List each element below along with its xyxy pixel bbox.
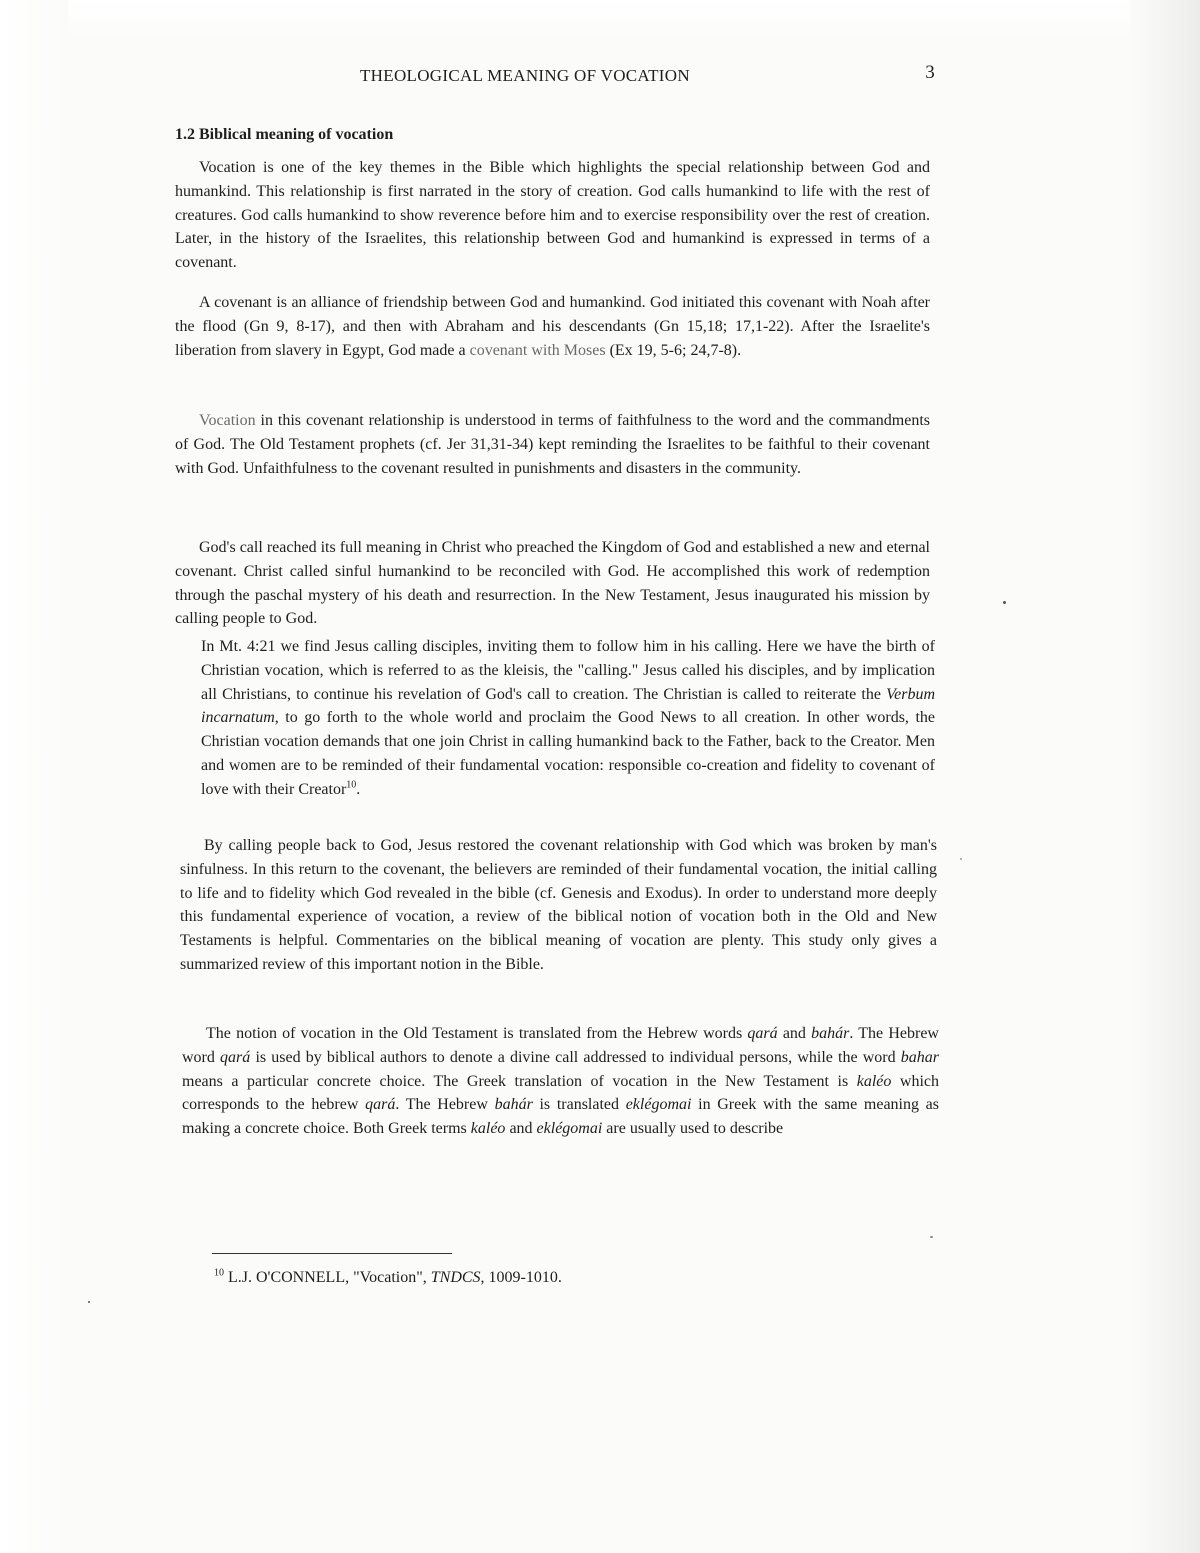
paragraph-6: By calling people back to God, Jesus restored the covenant relationship with God which was broken by man's sinfulness. In this return to the covenant, the believers are reminded of their fundamental vocation, the initial calling to life and to fidelity which God revealed in the bible (cf. Genesis and Exodus). In order to understand more deeply this fundamental experience of vocation, a review of the biblical notion of vocation both in the Old and New Testaments is helpful. Commentaries on the biblical meaning of vocation are plenty. This study only gives a summarized review of this important notion in the Bible. xyxy=(180,837,937,973)
p7-text-8: is translated xyxy=(532,1096,626,1114)
paragraph-1: Vocation is one of the key themes in the Bible which highlights the special relationship between God and humankind. This relationship is first narrated in the story of creation. God calls humankind to life with the rest of creatures. God calls humankind to show reverence before him and to exercise responsibility over the rest of creation. Later, in the history of the Israelites, this relationship between God and humankind is expressed in terms of a covenant. xyxy=(175,159,930,272)
page-number: 3 xyxy=(925,62,935,83)
p7-term-4: bahar xyxy=(900,1048,939,1066)
footnote-work: TNDCS xyxy=(430,1269,481,1286)
p7-text-1: The notion of vocation in the Old Testament is translated from the Hebrew words xyxy=(206,1025,748,1042)
footnote xyxy=(214,1269,562,1287)
paragraph-3-faint: Vocation xyxy=(199,412,256,429)
p7-term-9: kaléo xyxy=(470,1120,506,1138)
p7-term-6: qará xyxy=(365,1096,396,1114)
p7-text-5: means a particular concrete choice. The Greek translation of vocation in the New Testament is xyxy=(182,1072,857,1090)
paragraph-2-end: (Ex 19, 5-6; 24,7-8). xyxy=(605,341,742,359)
p7-term-2: bahár xyxy=(811,1025,850,1042)
paragraph-2 xyxy=(175,291,930,362)
p7-term-1: qará xyxy=(747,1025,778,1042)
scan-edge-top xyxy=(0,0,1200,38)
footnote-reference: 10 xyxy=(346,779,357,791)
paragraph-3-rest: in this covenant relationship is understood in terms of faithfulness to the word and the commandments of God. The Old Testament prophets (cf. Jer 31,31-34) kept reminding the Israelites to be faithful to their covenant with God. Unfaithfulness to the covenant resulted in punishments and disasters in the community. xyxy=(175,412,930,477)
scan-edge-right xyxy=(1130,0,1200,1553)
p7-text-4: is used by biblical authors to denote a divine call addressed to individual persons, while the word xyxy=(250,1048,901,1066)
p7-term-10: eklégomai xyxy=(536,1120,603,1138)
footnote-rule xyxy=(212,1253,452,1254)
footnote-pages: , 1009-1010. xyxy=(480,1269,562,1286)
footnote-number: 10 xyxy=(214,1267,224,1279)
paragraph-2-main: A covenant is an alliance of friendship between God and humankind. God initiated this covenant with Noah after the flood (Gn 9, 8-17), and then with Abraham and his descendants (Gn 15,18; 17,1-22). After the Israelite's liberation from slavery in Egypt, God made a xyxy=(175,294,930,359)
paragraph-3 xyxy=(175,409,930,480)
scan-speck xyxy=(960,858,962,860)
p7-text-6: which corresponds to the hebrew xyxy=(182,1072,939,1114)
scan-speck xyxy=(1003,601,1006,604)
paragraph-5-a: In Mt. 4:21 we find Jesus calling disciples, inviting them to follow him in his calling. Here we have the birth of Christian vocation, which is referred to as the kleisis, the "calling." Jesus called his disciples, and by implication all Christians, to continue his revelation of God's call to creation. The Christian is called to reiterate the xyxy=(201,638,935,703)
paragraph-5 xyxy=(201,635,935,802)
scan-speck xyxy=(88,1301,90,1303)
verbum-incarnatum: Verbum incarnatum xyxy=(201,685,935,727)
p7-term-7: bahár xyxy=(494,1096,533,1114)
footnote-author: L.J. O'CONNELL, "Vocation", xyxy=(224,1269,431,1286)
running-title: THEOLOGICAL MEANING OF VOCATION xyxy=(360,66,690,85)
paragraph-5-b: , to go forth to the whole world and proclaim the Good News to all creation. In other words, the Christian vocation demands that one join Christ in calling humankind back to the Father, back to the Creator. Men and women are to be reminded of their fundamental vocation: responsible co-creation and fidelity to covenant of love with their Creator xyxy=(201,709,935,798)
p7-term-8: eklégomai xyxy=(625,1096,692,1114)
p7-term-5: kaléo xyxy=(856,1072,892,1090)
paragraph-4: God's call reached its full meaning in Christ who preached the Kingdom of God and established a new and eternal covenant. Christ called sinful humankind to be reconciled with God. He accomplished this work of redemption through the paschal mystery of his death and resurrection. In the New Testament, Jesus inaugurated his mission by calling people to God. xyxy=(175,539,930,628)
paragraph-5-c: . xyxy=(356,780,361,798)
paragraph-2-faint: covenant with Moses xyxy=(469,341,606,359)
scan-speck xyxy=(930,1236,933,1238)
p7-text-7: . The Hebrew xyxy=(395,1096,495,1114)
section-heading: 1.2 Biblical meaning of vocation xyxy=(175,126,394,143)
scan-edge-left xyxy=(0,0,68,1553)
paragraph-7 xyxy=(182,1022,939,1141)
running-head xyxy=(175,62,945,92)
p7-text-2: and xyxy=(777,1025,812,1042)
p7-text-10: and xyxy=(505,1120,537,1138)
p7-term-3: qará xyxy=(220,1048,251,1066)
p7-text-9: in Greek with the same meaning as making a concrete choice. Both Greek terms xyxy=(182,1096,939,1138)
p7-text-3: . The Hebrew word xyxy=(182,1025,939,1066)
p7-text-11: are usually used to describe xyxy=(602,1120,784,1138)
